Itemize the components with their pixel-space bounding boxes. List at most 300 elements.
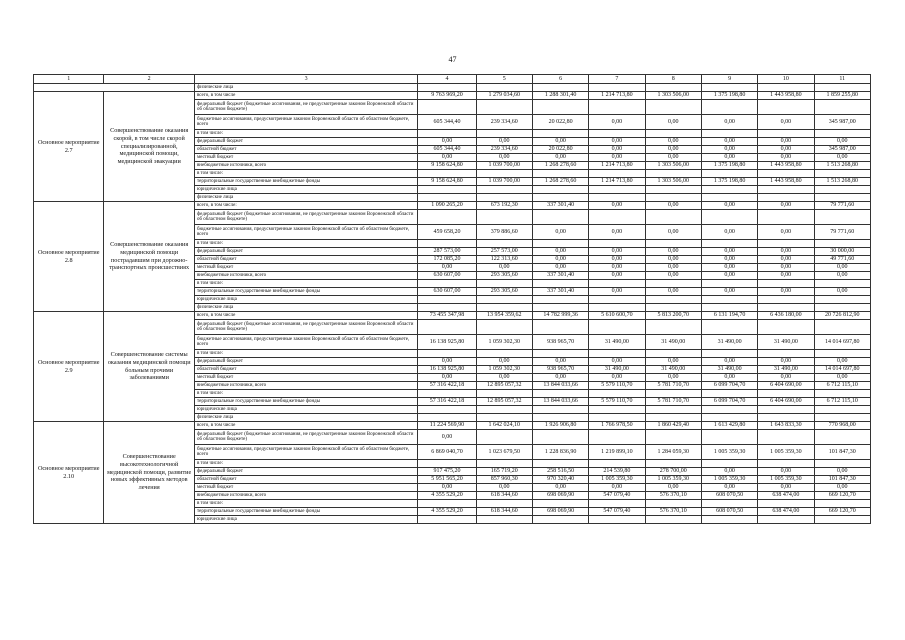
column-header: 4	[418, 75, 476, 84]
value-cell	[418, 350, 476, 358]
value-cell	[476, 500, 532, 508]
value-cell: 0,00	[532, 256, 588, 264]
value-cell: 1 005 359,30	[758, 476, 814, 484]
funding-source-cell: федеральный бюджет (бюджетные ассигнования, не предусмотренные законом Воронежской области об областном бюджете)	[194, 210, 417, 225]
funding-source-cell: территориальные государственные внебюджетные фонды	[194, 508, 417, 516]
value-cell: 31 490,00	[701, 335, 757, 350]
value-cell	[589, 460, 645, 468]
value-cell: 9 763 969,20	[418, 92, 476, 100]
value-cell: 0,00	[701, 225, 757, 240]
value-cell: 31 490,00	[701, 366, 757, 374]
value-cell: 605 344,40	[418, 146, 476, 154]
value-cell: 0,00	[532, 138, 588, 146]
value-cell: 0,00	[758, 202, 814, 210]
value-cell: 1 005 359,30	[701, 476, 757, 484]
value-cell: 0,00	[645, 264, 701, 272]
value-cell	[532, 240, 588, 248]
value-cell	[476, 84, 532, 92]
value-cell	[645, 460, 701, 468]
value-cell: 1 766 978,50	[589, 422, 645, 430]
value-cell: 345 987,00	[814, 115, 870, 130]
value-cell	[589, 100, 645, 115]
value-cell	[701, 186, 757, 194]
value-cell	[645, 84, 701, 92]
value-cell	[814, 320, 870, 335]
value-cell	[645, 170, 701, 178]
value-cell	[645, 500, 701, 508]
value-cell	[814, 460, 870, 468]
value-cell: 6 099 704,70	[701, 398, 757, 406]
value-cell: 630 607,00	[418, 288, 476, 296]
value-cell	[701, 304, 757, 312]
value-cell: 938 965,70	[532, 335, 588, 350]
value-cell	[418, 516, 476, 524]
value-cell: 0,00	[701, 146, 757, 154]
value-cell	[418, 194, 476, 202]
value-cell	[418, 406, 476, 414]
value-cell	[589, 320, 645, 335]
table-row	[34, 84, 871, 92]
funding-source-cell: бюджетные ассигнования, предусмотренные законом Воронежской области об областном бюджете, всего	[194, 115, 417, 130]
value-cell	[589, 296, 645, 304]
value-cell: 79 771,60	[814, 225, 870, 240]
funding-source-cell: в том числе:	[194, 130, 417, 138]
funding-source-cell: физические лица	[194, 84, 417, 92]
value-cell	[532, 430, 588, 445]
value-cell	[476, 210, 532, 225]
column-header: 1	[34, 75, 104, 84]
value-cell: 0,00	[532, 374, 588, 382]
value-cell: 6 712 115,10	[814, 398, 870, 406]
value-cell	[814, 84, 870, 92]
value-cell	[814, 304, 870, 312]
value-cell: 5 813 200,70	[645, 312, 701, 320]
column-header: 5	[476, 75, 532, 84]
value-cell: 0,00	[701, 202, 757, 210]
value-cell	[476, 240, 532, 248]
value-cell	[418, 280, 476, 288]
value-cell	[758, 210, 814, 225]
value-cell	[589, 414, 645, 422]
value-cell: 73 455 347,98	[418, 312, 476, 320]
value-cell	[476, 296, 532, 304]
funding-source-cell: местный бюджет	[194, 264, 417, 272]
value-cell	[418, 130, 476, 138]
funding-source-cell: бюджетные ассигнования, предусмотренные законом Воронежской области об областном бюджете, всего	[194, 335, 417, 350]
value-cell: 1 513 268,80	[814, 178, 870, 186]
value-cell: 0,00	[532, 264, 588, 272]
value-cell	[532, 406, 588, 414]
value-cell: 0,00	[758, 248, 814, 256]
value-cell: 0,00	[418, 138, 476, 146]
value-cell	[758, 414, 814, 422]
value-cell	[701, 500, 757, 508]
value-cell: 698 069,90	[532, 508, 588, 516]
value-cell: 1 039 700,00	[476, 162, 532, 170]
value-cell	[476, 304, 532, 312]
value-cell: 6 404 690,00	[758, 398, 814, 406]
value-cell: 1 005 359,30	[701, 445, 757, 460]
funding-source-cell: областной бюджет	[194, 256, 417, 264]
value-cell: 1 926 906,80	[532, 422, 588, 430]
value-cell: 57 316 422,18	[418, 398, 476, 406]
value-cell	[701, 406, 757, 414]
value-cell	[758, 516, 814, 524]
value-cell	[758, 320, 814, 335]
value-cell	[589, 500, 645, 508]
value-cell: 1 268 278,60	[532, 162, 588, 170]
value-cell	[418, 240, 476, 248]
value-cell: 5 610 600,70	[589, 312, 645, 320]
measure-title-cell: Совершенствование высокотехнологичной медицинской помощи, развитие новых эффективных методов лечения	[104, 422, 195, 524]
value-cell	[758, 460, 814, 468]
value-cell: 608 070,50	[701, 508, 757, 516]
value-cell: 0,00	[701, 115, 757, 130]
funding-source-cell: территориальные государственные внебюджетные фонды	[194, 288, 417, 296]
value-cell	[476, 390, 532, 398]
value-cell	[758, 430, 814, 445]
value-cell	[758, 304, 814, 312]
value-cell: 938 965,70	[532, 366, 588, 374]
value-cell: 239 334,60	[476, 115, 532, 130]
value-cell: 0,00	[589, 138, 645, 146]
value-cell: 5 951 565,20	[418, 476, 476, 484]
value-cell: 0,00	[418, 264, 476, 272]
value-cell	[758, 350, 814, 358]
value-cell: 337 301,40	[532, 272, 588, 280]
value-cell	[701, 430, 757, 445]
value-cell: 0,00	[532, 154, 588, 162]
value-cell	[589, 194, 645, 202]
value-cell: 0,00	[645, 115, 701, 130]
value-cell: 14 014 697,80	[814, 335, 870, 350]
value-cell: 4 355 529,20	[418, 492, 476, 500]
value-cell: 1 443 958,80	[758, 162, 814, 170]
value-cell	[476, 350, 532, 358]
value-cell: 0,00	[476, 264, 532, 272]
value-cell: 0,00	[589, 202, 645, 210]
value-cell: 13 954 359,62	[476, 312, 532, 320]
value-cell: 379 886,60	[476, 225, 532, 240]
value-cell	[701, 350, 757, 358]
value-cell: 0,00	[589, 264, 645, 272]
measure-name-cell: Основное мероприятие 2.10	[34, 422, 104, 524]
value-cell	[814, 194, 870, 202]
value-cell: 0,00	[701, 154, 757, 162]
value-cell: 547 079,40	[589, 508, 645, 516]
value-cell: 31 490,00	[645, 366, 701, 374]
column-header: 9	[701, 75, 757, 84]
value-cell: 1 214 713,80	[589, 162, 645, 170]
measure-title-cell: Совершенствование системы оказания медицинской помощи больным прочими заболеваниями	[104, 312, 195, 422]
value-cell: 258 516,50	[532, 468, 588, 476]
value-cell	[758, 100, 814, 115]
value-cell	[589, 186, 645, 194]
funding-source-cell: внебюджетные источники, всего	[194, 162, 417, 170]
funding-source-cell: федеральный бюджет (бюджетные ассигнования, не предусмотренные законом Воронежской области об областном бюджете)	[194, 100, 417, 115]
value-cell	[476, 194, 532, 202]
value-cell: 165 719,20	[476, 468, 532, 476]
value-cell: 0,00	[476, 138, 532, 146]
value-cell	[645, 240, 701, 248]
value-cell: 6 712 115,10	[814, 382, 870, 390]
value-cell: 0,00	[645, 138, 701, 146]
value-cell: 16 138 925,80	[418, 366, 476, 374]
value-cell	[758, 390, 814, 398]
value-cell	[418, 320, 476, 335]
value-cell: 0,00	[645, 484, 701, 492]
value-cell: 122 313,60	[476, 256, 532, 264]
value-cell	[532, 390, 588, 398]
value-cell	[645, 186, 701, 194]
table-row	[34, 422, 871, 430]
value-cell	[532, 414, 588, 422]
column-header: 6	[532, 75, 588, 84]
value-cell: 0,00	[418, 484, 476, 492]
value-cell: 0,00	[645, 248, 701, 256]
value-cell: 669 120,70	[814, 492, 870, 500]
value-cell	[758, 130, 814, 138]
value-cell: 257 573,00	[476, 248, 532, 256]
value-cell	[532, 84, 588, 92]
value-cell: 1 214 713,80	[589, 92, 645, 100]
measure-name-cell: Основное мероприятие 2.9	[34, 312, 104, 422]
funding-source-cell: местный бюджет	[194, 374, 417, 382]
value-cell: 1 375 198,80	[701, 162, 757, 170]
funding-source-cell: юридические лица	[194, 296, 417, 304]
funding-source-cell: всего, в том числе	[194, 422, 417, 430]
value-cell: 1 443 958,80	[758, 92, 814, 100]
value-cell: 0,00	[645, 288, 701, 296]
value-cell	[589, 170, 645, 178]
value-cell: 4 355 529,20	[418, 508, 476, 516]
value-cell: 214 539,80	[589, 468, 645, 476]
value-cell	[814, 240, 870, 248]
value-cell	[701, 210, 757, 225]
value-cell: 0,00	[758, 256, 814, 264]
value-cell: 0,00	[532, 358, 588, 366]
value-cell	[758, 280, 814, 288]
value-cell: 6 131 194,70	[701, 312, 757, 320]
value-cell: 1 288 301,40	[532, 92, 588, 100]
value-cell: 0,00	[589, 484, 645, 492]
value-cell: 638 474,00	[758, 508, 814, 516]
value-cell	[814, 186, 870, 194]
value-cell	[645, 414, 701, 422]
funding-source-cell: юридические лица	[194, 406, 417, 414]
funding-source-cell: федеральный бюджет	[194, 248, 417, 256]
value-cell: 0,00	[589, 225, 645, 240]
funding-source-cell: федеральный бюджет	[194, 358, 417, 366]
value-cell: 0,00	[645, 202, 701, 210]
value-cell	[589, 406, 645, 414]
value-cell: 0,00	[532, 484, 588, 492]
value-cell: 0,00	[701, 374, 757, 382]
value-cell	[532, 100, 588, 115]
value-cell	[418, 170, 476, 178]
value-cell: 1 284 059,30	[645, 445, 701, 460]
value-cell: 79 771,60	[814, 202, 870, 210]
value-cell: 0,00	[589, 154, 645, 162]
value-cell: 6 436 180,00	[758, 312, 814, 320]
value-cell: 1 375 198,80	[701, 178, 757, 186]
value-cell: 6 099 704,70	[701, 382, 757, 390]
value-cell: 293 305,60	[476, 272, 532, 280]
value-cell	[476, 100, 532, 115]
value-cell: 0,00	[758, 138, 814, 146]
value-cell	[645, 430, 701, 445]
value-cell	[418, 186, 476, 194]
value-cell: 14 014 697,80	[814, 366, 870, 374]
funding-source-cell: всего, в том числе	[194, 92, 417, 100]
value-cell: 0,00	[418, 154, 476, 162]
value-cell: 1 214 713,80	[589, 178, 645, 186]
funding-source-cell: территориальные государственные внебюджетные фонды	[194, 178, 417, 186]
value-cell	[532, 320, 588, 335]
value-cell	[814, 500, 870, 508]
value-cell: 57 316 422,18	[418, 382, 476, 390]
column-header: 11	[814, 75, 870, 84]
value-cell: 0,00	[814, 358, 870, 366]
value-cell	[418, 390, 476, 398]
value-cell: 0,00	[645, 154, 701, 162]
value-cell: 0,00	[645, 256, 701, 264]
value-cell: 293 305,60	[476, 288, 532, 296]
value-cell	[645, 130, 701, 138]
measure-title-cell: Совершенствование оказания медицинской помощи пострадавшим при дорожно-транспортных происшествиях	[104, 202, 195, 312]
value-cell	[814, 296, 870, 304]
value-cell: 638 474,00	[758, 492, 814, 500]
page-number: 47	[448, 55, 457, 64]
value-cell: 459 658,20	[418, 225, 476, 240]
value-cell	[589, 130, 645, 138]
value-cell: 698 069,90	[532, 492, 588, 500]
value-cell: 1 643 833,30	[758, 422, 814, 430]
funding-source-cell: в том числе:	[194, 280, 417, 288]
value-cell: 0,00	[589, 248, 645, 256]
table-body	[34, 84, 871, 524]
value-cell: 0,00	[701, 468, 757, 476]
funding-source-cell: федеральный бюджет (бюджетные ассигнования, не предусмотренные законом Воронежской области об областном бюджете)	[194, 430, 417, 445]
value-cell	[645, 296, 701, 304]
table-row	[34, 202, 871, 210]
value-cell: 0,00	[701, 484, 757, 492]
column-header: 7	[589, 75, 645, 84]
value-cell: 0,00	[645, 146, 701, 154]
value-cell	[645, 100, 701, 115]
value-cell	[645, 350, 701, 358]
value-cell: 9 158 624,80	[418, 178, 476, 186]
funding-source-cell: федеральный бюджет	[194, 138, 417, 146]
value-cell	[814, 130, 870, 138]
header-row	[34, 75, 871, 84]
value-cell: 5 579 110,70	[589, 398, 645, 406]
value-cell	[645, 516, 701, 524]
value-cell: 576 370,10	[645, 508, 701, 516]
value-cell: 5 781 710,70	[645, 398, 701, 406]
column-header: 8	[645, 75, 701, 84]
value-cell: 608 070,50	[701, 492, 757, 500]
value-cell: 0,00	[476, 484, 532, 492]
value-cell: 0,00	[701, 272, 757, 280]
value-cell: 0,00	[758, 468, 814, 476]
value-cell	[814, 170, 870, 178]
value-cell	[814, 390, 870, 398]
value-cell	[532, 516, 588, 524]
value-cell: 172 085,20	[418, 256, 476, 264]
funding-source-cell: внебюджетные источники, всего	[194, 492, 417, 500]
value-cell: 337 301,40	[532, 288, 588, 296]
value-cell: 0,00	[589, 288, 645, 296]
funding-source-cell: федеральный бюджет	[194, 468, 417, 476]
value-cell	[476, 414, 532, 422]
value-cell: 0,00	[418, 358, 476, 366]
value-cell: 278 700,00	[645, 468, 701, 476]
value-cell: 0,00	[589, 374, 645, 382]
funding-source-cell: территориальные государственные внебюджетные фонды	[194, 398, 417, 406]
value-cell: 1 228 836,90	[532, 445, 588, 460]
value-cell: 0,00	[701, 256, 757, 264]
value-cell	[532, 194, 588, 202]
value-cell: 1 613 429,80	[701, 422, 757, 430]
value-cell: 0,00	[701, 288, 757, 296]
value-cell	[701, 516, 757, 524]
value-cell	[532, 296, 588, 304]
value-cell: 0,00	[814, 484, 870, 492]
value-cell	[814, 100, 870, 115]
value-cell: 345 987,00	[814, 146, 870, 154]
value-cell: 20 022,80	[532, 115, 588, 130]
value-cell: 0,00	[758, 264, 814, 272]
value-cell: 12 895 057,32	[476, 382, 532, 390]
funding-source-cell: областной бюджет	[194, 366, 417, 374]
value-cell	[814, 280, 870, 288]
value-cell	[532, 460, 588, 468]
value-cell	[645, 320, 701, 335]
value-cell	[701, 296, 757, 304]
funding-source-cell: в том числе:	[194, 460, 417, 468]
measure-name-cell: Основное мероприятие 2.8	[34, 202, 104, 312]
value-cell: 6 869 040,70	[418, 445, 476, 460]
value-cell	[814, 414, 870, 422]
value-cell	[814, 210, 870, 225]
value-cell: 1 859 255,80	[814, 92, 870, 100]
column-header: 10	[758, 75, 814, 84]
value-cell: 20 022,80	[532, 146, 588, 154]
value-cell: 0,00	[532, 248, 588, 256]
value-cell: 13 844 033,66	[532, 398, 588, 406]
value-cell: 1 005 359,30	[589, 476, 645, 484]
value-cell	[758, 84, 814, 92]
table-row	[34, 312, 871, 320]
value-cell: 1 303 506,00	[645, 162, 701, 170]
value-cell: 0,00	[758, 225, 814, 240]
value-cell: 0,00	[476, 154, 532, 162]
value-cell	[645, 304, 701, 312]
value-cell	[532, 170, 588, 178]
value-cell: 618 344,60	[476, 508, 532, 516]
value-cell: 0,00	[645, 225, 701, 240]
value-cell	[701, 240, 757, 248]
value-cell	[701, 414, 757, 422]
value-cell: 0,00	[814, 288, 870, 296]
value-cell	[589, 304, 645, 312]
value-cell: 1 219 899,10	[589, 445, 645, 460]
value-cell	[476, 280, 532, 288]
value-cell	[814, 516, 870, 524]
value-cell: 13 844 033,66	[532, 382, 588, 390]
value-cell: 0,00	[701, 248, 757, 256]
